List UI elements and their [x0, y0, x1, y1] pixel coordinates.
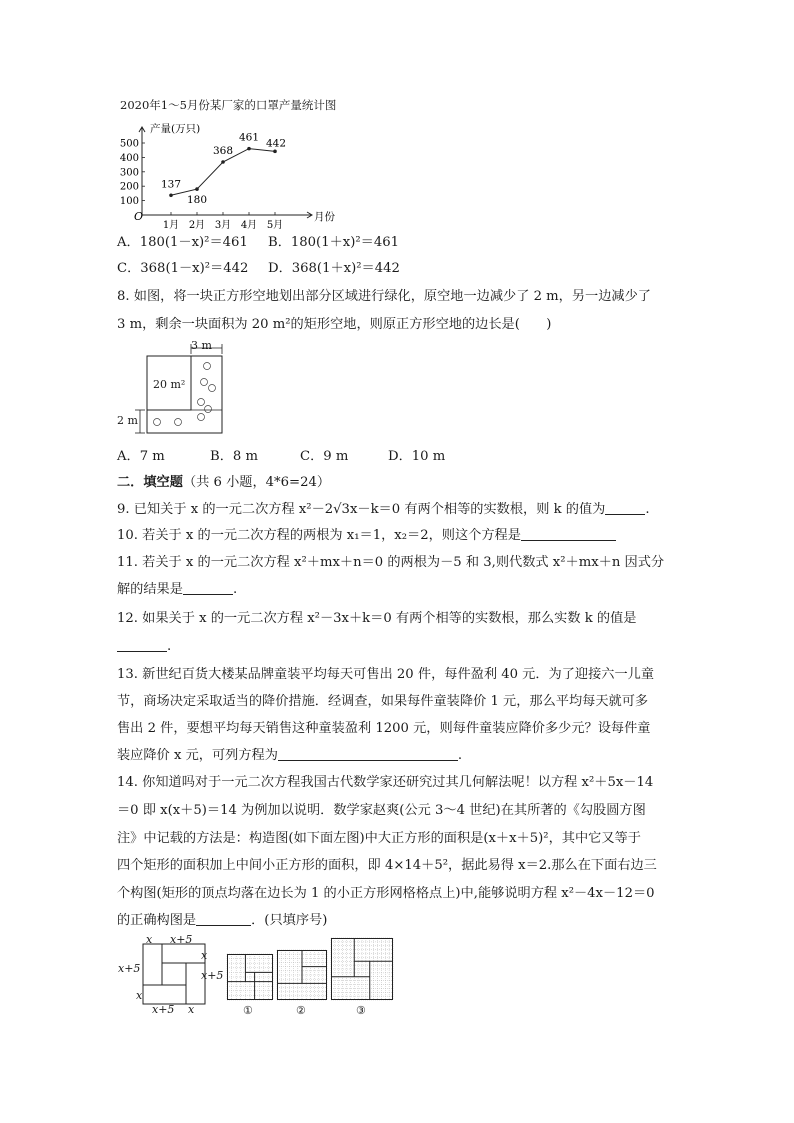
grid-figure-1 — [227, 954, 273, 1000]
grid-label-2: ② — [296, 1004, 306, 1017]
grid-label-3: ③ — [356, 1004, 366, 1017]
data-point — [247, 147, 251, 151]
x-tick-label: 4月 — [240, 220, 258, 231]
q10-answer-blank[interactable] — [521, 540, 616, 541]
q8-top-label: 3 m — [191, 339, 212, 352]
q8-side-label: 2 m — [117, 414, 138, 427]
q8-option-b: B．8 m — [210, 449, 258, 464]
y-tick-label: 300 — [119, 167, 139, 179]
data-point — [195, 187, 199, 191]
fig-label-x-left: x — [136, 989, 143, 1002]
grid-figure-2 — [277, 950, 327, 1000]
fig-label-x5-bottom: x+5 — [152, 1003, 175, 1016]
q9-text: 9. 已知关于 x 的一元二次方程 x²－2√3x－k＝0 有两个相等的实数根，则 k 的值为 — [117, 502, 606, 517]
origin-label: O — [134, 210, 144, 223]
q11-line2: 解的结果是 . — [117, 582, 238, 597]
data-label: 461 — [238, 131, 260, 144]
q8-option-d: D．10 m — [388, 449, 446, 464]
fig-label-x5-top: x+5 — [170, 933, 193, 946]
data-point — [221, 160, 225, 164]
q8-area-label: 20 m² — [153, 378, 186, 391]
x-tick-label: 3月 — [214, 220, 232, 231]
fig-label-x-right: x — [201, 949, 208, 962]
y-tick-label: 500 — [119, 138, 139, 150]
q8-line1: 8. 如图，将一块正方形空地划出部分区域进行绿化，原空地一边减少了 2 m，另一边减少了 — [117, 289, 651, 304]
data-label: 368 — [212, 145, 234, 158]
data-label: 137 — [160, 178, 182, 191]
grid-figure-3 — [331, 938, 393, 1000]
data-label: 180 — [186, 194, 208, 207]
q13-line3: 售出 2 件，要想平均每天销售这种童装盈利 1200 元，则每件童装应降价多少元？设每件童 — [117, 721, 651, 736]
q13-answer-blank[interactable] — [278, 760, 458, 761]
q11-answer-blank[interactable] — [183, 594, 233, 595]
q13-line1: 13. 新世纪百货大楼某品牌童装平均每天可售出 20 件，每件盈利 40 元．为了迎接六一儿童 — [117, 667, 655, 682]
q14-line5: 个构图(矩形的顶点均落在边长为 1 的小正方形网格格点上)中,能够说明方程 x²－4x－12＝0 — [117, 886, 655, 901]
x-axis-label: 月份 — [314, 211, 335, 223]
line-chart — [110, 115, 340, 231]
q7-option-a: A．180(1－x)²＝461 — [117, 235, 248, 250]
q14-zhao-figure — [140, 940, 210, 1012]
q8-option-a: A．7 m — [117, 449, 165, 464]
fig-label-x-bottom: x — [188, 1003, 195, 1016]
x-tick-label: 1月 — [162, 220, 180, 231]
q14-line3: 注》中记载的方法是：构造图(如下面左图)中大正方形的面积是(x＋x＋5)²，其中它又等于 — [117, 831, 641, 846]
q7-option-b: B．180(1＋x)²＝461 — [268, 235, 399, 250]
q14-line1: 14. 你知道吗对于一元二次方程我国古代数学家还研究过其几何解法呢！以方程 x²＋5x－14 — [117, 775, 654, 790]
fig-label-x5-left: x+5 — [118, 962, 141, 975]
q8-option-c: C．9 m — [300, 449, 349, 464]
q14-line6: 的正确构图是 ．(只填序号) — [117, 913, 328, 928]
q12-line1: 12. 如果关于 x 的一元二次方程 x²－3x＋k＝0 有两个相等的实数根，那么实数 k 的值是 — [117, 611, 637, 626]
q13-line4: 装应降价 x 元，可列方程为 . — [117, 748, 463, 763]
section-title: 二．填空题 — [117, 475, 183, 490]
q12-answer-blank[interactable] — [117, 651, 167, 652]
y-tick-label: 100 — [119, 196, 139, 208]
q10-text: 10. 若关于 x 的一元二次方程的两根为 x₁＝1，x₂＝2，则这个方程是 — [117, 528, 521, 543]
q9: 9. 已知关于 x 的一元二次方程 x²－2√3x－k＝0 有两个相等的实数根，则 k 的值为 . — [117, 502, 650, 517]
grid-label-1: ① — [243, 1004, 253, 1017]
section-note: （共 6 小题，4*6=24） — [182, 475, 331, 490]
fig-label-x-top: x — [146, 933, 153, 946]
data-point — [273, 150, 277, 154]
q14-line4: 四个矩形的面积加上中间小正方形的面积，即 4×14＋5²，据此易得 x＝2.那么在下面右边三 — [117, 858, 657, 873]
y-tick-label: 200 — [119, 181, 139, 193]
y-tick-label: 400 — [119, 152, 139, 164]
x-tick-label: 5月 — [266, 220, 284, 231]
chart-title: 2020年1～5月份某厂家的口罩产量统计图 — [120, 98, 337, 112]
q12-line2: . — [117, 637, 171, 657]
data-point — [169, 193, 173, 197]
y-axis-label: 产量(万只) — [150, 123, 201, 135]
q14-line2: ＝0 即 x(x＋5)＝14 为例加以说明．数学家赵爽(公元 3～4 世纪)在其所著的《勾股圆方图 — [117, 803, 646, 818]
section-heading — [117, 473, 330, 493]
q7-option-c: C．368(1－x)²＝442 — [117, 261, 249, 276]
q8-line2: 3 m，剩余一块面积为 20 m²的矩形空地，则原正方形空地的边长是( ) — [117, 317, 552, 332]
fig-label-x5-right: x+5 — [201, 969, 224, 982]
q11-line1: 11. 若关于 x 的一元二次方程 x²＋mx＋n＝0 的两根为－5 和 3,则代数式 x²＋mx＋n 因式分 — [117, 555, 665, 570]
q13-line2: 节，商场决定采取适当的降价措施．经调查，如果每件童装降价 1 元，那么平均每天就可多 — [117, 694, 649, 709]
q9-answer-blank[interactable] — [605, 514, 645, 515]
q7-option-d: D．368(1＋x)²＝442 — [268, 261, 400, 276]
x-tick-label: 2月 — [188, 220, 206, 231]
tree-icon — [154, 363, 216, 426]
q10 — [117, 526, 616, 546]
q14-answer-blank[interactable] — [196, 925, 251, 926]
data-label: 442 — [265, 137, 287, 150]
